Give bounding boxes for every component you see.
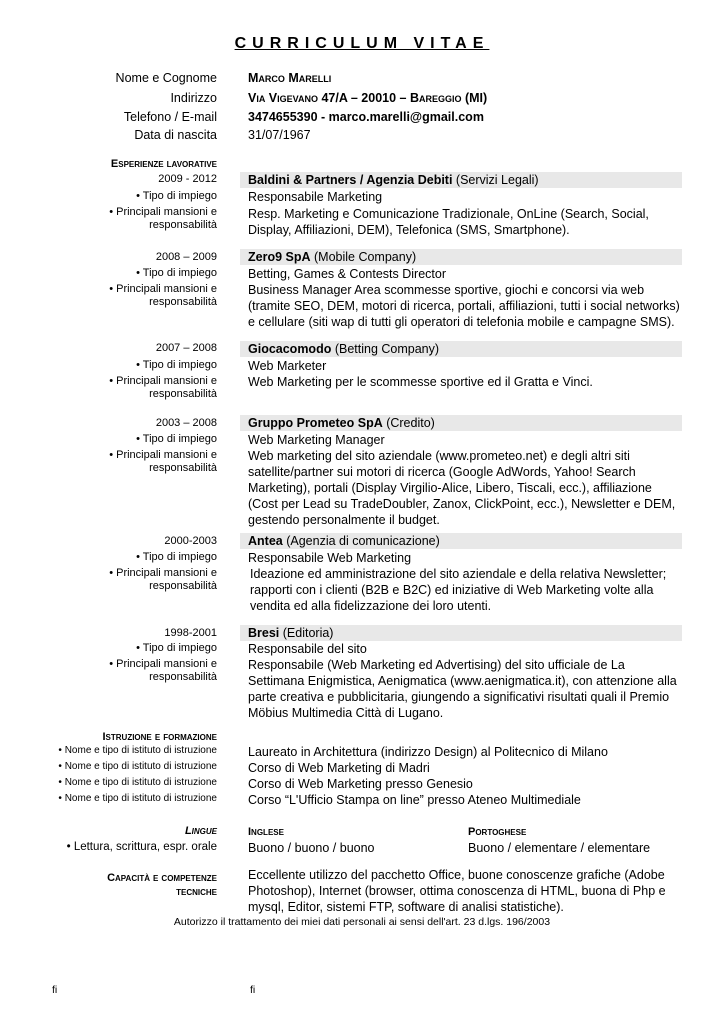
job-duties: Business Manager Area scommesse sportive, giochi e concorsi via web (tramite SEO, DEM, motori di ricerca, portali, affiliazioni, tutti i social networks) e cellulare (siti wap di tutti gli operatori di telefonia mobile e campagne SMS). bbox=[248, 283, 680, 329]
education-section-title: Istruzione e formazione bbox=[102, 731, 217, 743]
education-item: Corso di Web Marketing presso Genesio bbox=[248, 777, 473, 791]
job-duties-label: • Principali mansioni e responsabilità bbox=[109, 206, 217, 231]
full-name: Marco Marelli bbox=[248, 71, 332, 85]
page-mark-left: fi bbox=[52, 984, 58, 996]
job-duties: Web marketing del sito aziendale (www.prometeo.net) e degli altri siti satellite/partner sui motori di ricerca (Google AdWords, Yahoo! Search Marketing), portali (Display Virgilio-Alice, Libero, Tiscali, ecc.), affiliazione (Cost per Lead su TradeDoubler, Zanox, ClickPoint, ecc.), Newsletter e DEM, gestendo personalmente il budget. bbox=[248, 449, 676, 527]
job-company: Zero9 SpA bbox=[248, 250, 311, 264]
job-sector: (Credito) bbox=[382, 416, 435, 430]
job-company: Gruppo Prometeo SpA bbox=[248, 416, 383, 430]
name-label: Nome e Cognome bbox=[115, 71, 217, 85]
job-type-label: • Tipo di impiego bbox=[136, 642, 217, 654]
skills-section-title: Capacità e competenze bbox=[107, 872, 217, 884]
job-duties-label: • Principali mansioni e responsabilità bbox=[109, 449, 217, 474]
job-role: Responsabile Web Marketing bbox=[248, 551, 412, 565]
job-sector: (Betting Company) bbox=[331, 342, 440, 356]
job-company-bar bbox=[240, 341, 682, 357]
skills-section-title-2: tecniche bbox=[176, 886, 217, 898]
document-title: CURRICULUM VITAE bbox=[234, 35, 490, 52]
education-item: Corso “L'Ufficio Stampa on line” presso Ateneo Multimediale bbox=[248, 793, 581, 807]
job-duties-label: • Principali mansioni e responsabilità bbox=[109, 375, 217, 400]
job-role: Responsabile del sito bbox=[248, 642, 367, 656]
education-label: • Nome e tipo di istituto di istruzione bbox=[58, 777, 217, 788]
education-label: • Nome e tipo di istituto di istruzione bbox=[58, 745, 217, 756]
job-company-bar bbox=[240, 533, 682, 549]
job-sector: (Agenzia di comunicazione) bbox=[282, 534, 440, 548]
job-type-label: • Tipo di impiego bbox=[136, 359, 217, 371]
job-sector: (Mobile Company) bbox=[310, 250, 417, 264]
job-type-label: • Tipo di impiego bbox=[136, 551, 217, 563]
job-duties-label: • Principali mansioni e responsabilità bbox=[109, 283, 217, 308]
address: Via Vigevano 47/A – 20010 – Bareggio (MI) bbox=[248, 91, 488, 105]
date-of-birth: 31/07/1967 bbox=[248, 128, 311, 142]
education-label: • Nome e tipo di istituto di istruzione bbox=[58, 793, 217, 804]
education-label: • Nome e tipo di istituto di istruzione bbox=[58, 761, 217, 772]
job-duties-label: • Principali mansioni e responsabilità bbox=[109, 567, 217, 592]
page-mark-right: fi bbox=[250, 984, 256, 996]
job-duties: Web Marketing per le scommesse sportive ed il Gratta e Vinci. bbox=[248, 375, 593, 389]
job-period: 2003 – 2008 bbox=[155, 417, 217, 429]
job-role: Responsabile Marketing bbox=[248, 190, 383, 204]
english-level: Buono / buono / buono bbox=[248, 841, 375, 855]
job-role: Betting, Games & Contests Director bbox=[248, 267, 446, 281]
job-role: Web Marketing Manager bbox=[248, 433, 385, 447]
job-company-bar bbox=[240, 172, 682, 188]
job-period: 2007 – 2008 bbox=[155, 342, 217, 354]
job-type-label: • Tipo di impiego bbox=[136, 267, 217, 279]
portuguese-level: Buono / elementare / elementare bbox=[468, 841, 651, 855]
language-english: Inglese bbox=[248, 826, 284, 838]
address-label: Indirizzo bbox=[170, 91, 217, 105]
job-company-bar bbox=[240, 415, 682, 431]
experience-section-title: Esperienze lavorative bbox=[110, 158, 217, 170]
dob-label: Data di nascita bbox=[134, 128, 217, 142]
job-type-label: • Tipo di impiego bbox=[136, 433, 217, 445]
job-period: 2009 - 2012 bbox=[158, 173, 217, 185]
job-period: 1998-2001 bbox=[164, 627, 217, 639]
job-period: 2000-2003 bbox=[164, 535, 217, 547]
job-type-label: • Tipo di impiego bbox=[136, 190, 217, 202]
job-company-bar bbox=[240, 625, 682, 641]
languages-section-title: Lingue bbox=[184, 825, 217, 837]
job-duties: Responsabile (Web Marketing ed Advertising) del sito ufficiale de La Settimana Enigmistica, Aenigmatica (www.aenigmatica.it), con attenzione alla parte creativa e pubblicitaria, giungendo a significativi risultati quali il Premio Möbius Multimedia Città di Lugano. bbox=[248, 658, 677, 720]
education-item: Laureato in Architettura (indirizzo Design) al Politecnico di Milano bbox=[248, 745, 608, 759]
job-company-bar bbox=[240, 249, 682, 265]
technical-skills: Eccellente utilizzo del pacchetto Office, buone conoscenze grafiche (Adobe Photoshop), Internet (browser, ottima conoscenza di HTML, buona di Php e mysql, Editor, sistemi FTP, software di analisi statistiche). bbox=[248, 868, 666, 914]
phone-email: 3474655390 - marco.marelli@gmail.com bbox=[248, 110, 484, 124]
job-role: Web Marketer bbox=[248, 359, 327, 373]
education-item: Corso di Web Marketing di Madri bbox=[248, 761, 430, 775]
privacy-consent: Autorizzo il trattamento dei miei dati personali ai sensi dell'art. 23 d.lgs. 196/2003 bbox=[173, 916, 551, 928]
phone-label: Telefono / E-mail bbox=[123, 110, 217, 124]
language-portuguese: Portoghese bbox=[468, 826, 527, 838]
job-sector: (Editoria) bbox=[279, 626, 334, 640]
job-company: Antea bbox=[248, 534, 283, 548]
job-company: Giocacomodo bbox=[248, 342, 332, 356]
job-company: Baldini & Partners / Agenzia Debiti bbox=[248, 173, 453, 187]
job-period: 2008 – 2009 bbox=[155, 251, 217, 263]
job-duties-label: • Principali mansioni e responsabilità bbox=[109, 658, 217, 683]
job-duties: Ideazione ed amministrazione del sito aziendale e della relativa Newsletter; rapporti con i clienti (B2B e B2C) ed iniziative di Web Marketing volte alla vendita ed alla fidelizzazione dei loro utenti. bbox=[250, 567, 667, 613]
language-skills-label: • Lettura, scrittura, espr. orale bbox=[66, 841, 217, 853]
job-duties: Resp. Marketing e Comunicazione Tradizionale, OnLine (Search, Social, Display, Affiliazioni, DEM), Telefonica (SMS, Smartphone). bbox=[248, 207, 649, 237]
job-sector: (Servizi Legali) bbox=[452, 173, 539, 187]
job-company: Bresi bbox=[248, 626, 280, 640]
